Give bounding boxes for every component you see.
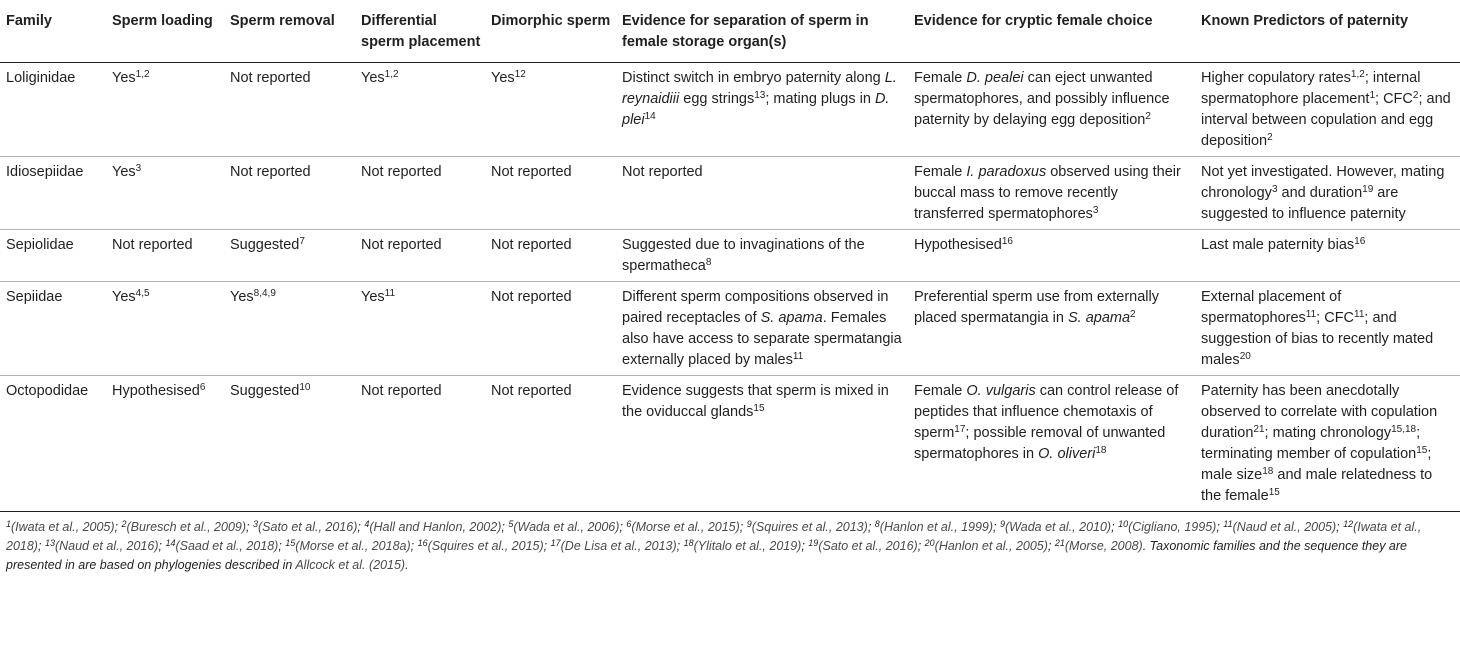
- text-segment: Yes: [230, 289, 254, 305]
- citation: (Squires et al., 2015): [427, 539, 544, 553]
- species-name: D. pealei: [966, 70, 1024, 86]
- cell-paternity-predictors: [1195, 63, 1460, 157]
- reference-superscript: 2: [121, 519, 127, 529]
- text-segment: ;: [1047, 539, 1055, 553]
- citation: (Saad et al., 2018): [175, 539, 279, 553]
- text-segment: ;: [246, 520, 253, 534]
- species-name: O. vulgaris: [966, 383, 1036, 399]
- text-segment: Yes: [112, 289, 136, 305]
- text-segment: Preferential sperm use from externally placed spermatangia in: [914, 289, 1159, 326]
- citation: (Sato et al., 2016): [258, 520, 358, 534]
- text-segment: ;: [801, 539, 809, 553]
- table-row: [0, 230, 1460, 282]
- text-segment: Yes: [361, 289, 385, 305]
- species-name: S. apama: [760, 310, 823, 326]
- text-segment: Different sperm compositions observed in paired receptacles of: [622, 289, 889, 326]
- header-paternity-predictors: Known Predictors of paternity: [1195, 0, 1460, 63]
- text-segment: and male relatedness to the female: [1201, 467, 1433, 504]
- reference-superscript: 14: [644, 111, 656, 122]
- text-segment: ;: [1216, 520, 1224, 534]
- reference-superscript: 1,2: [1350, 69, 1365, 80]
- cell-separation-evidence: [616, 157, 908, 230]
- reference-superscript: 1: [1369, 90, 1376, 101]
- reference-superscript: 9: [746, 519, 752, 529]
- cell-differential-placement: [355, 63, 485, 157]
- text-segment: Last male paternity bias: [1201, 237, 1355, 253]
- citation: (Hanlon et al., 2005): [934, 539, 1048, 553]
- reference-superscript: 5: [508, 519, 514, 529]
- table-row: [0, 376, 1460, 512]
- text-segment: ; CFC: [1316, 310, 1355, 326]
- cell-sperm-removal: [224, 376, 355, 512]
- reference-superscript: 18: [683, 538, 694, 548]
- text-segment: ; CFC: [1375, 91, 1413, 107]
- reference-superscript: 10: [1118, 519, 1129, 529]
- text-segment: Not yet investigated. However, mating chronology: [1201, 164, 1445, 201]
- text-segment: Not reported: [491, 237, 572, 253]
- cell-dimorphic-sperm: [485, 230, 616, 282]
- reference-superscript: 12: [1343, 519, 1354, 529]
- cell-paternity-predictors: [1195, 376, 1460, 512]
- text-segment: ;: [739, 520, 747, 534]
- text-segment: ;: [501, 520, 509, 534]
- reference-superscript: 3: [1271, 184, 1278, 195]
- reference-superscript: 16: [1001, 236, 1013, 247]
- reference-superscript: 11: [1223, 519, 1233, 529]
- reference-superscript: 21: [1253, 424, 1265, 435]
- species-name: L. reynaidiii: [622, 70, 897, 107]
- reference-superscript: 3: [135, 163, 142, 174]
- cell-sperm-loading: [106, 230, 224, 282]
- cell-sperm-loading: [106, 157, 224, 230]
- text-segment: ;: [114, 520, 122, 534]
- cell-family: Idiosepiidae: [0, 157, 106, 230]
- text-segment: Female: [914, 70, 967, 86]
- citation: (Morse, 2008): [1064, 539, 1143, 553]
- cell-separation-evidence: [616, 63, 908, 157]
- text-segment: ; and interval between copulation and egg deposition: [1201, 91, 1451, 149]
- reference-superscript: 20: [1239, 351, 1251, 362]
- table-row: [0, 157, 1460, 230]
- citation: (Morse et al., 2018a): [295, 539, 411, 553]
- species-name: I. paradoxus: [966, 164, 1047, 180]
- citation: (Ylitalo et al., 2019): [693, 539, 802, 553]
- cell-family: Sepiolidae: [0, 230, 106, 282]
- cell-paternity-predictors: [1195, 157, 1460, 230]
- citation: (Wada et al., 2006): [513, 520, 620, 534]
- text-segment: Not reported: [361, 237, 442, 253]
- reference-superscript: 3: [1092, 205, 1099, 216]
- reference-superscript: 2: [1145, 111, 1151, 122]
- cell-family: Loliginidae: [0, 63, 106, 157]
- text-segment: ;: [993, 520, 1000, 534]
- reference-superscript: 16: [1354, 236, 1366, 247]
- cell-family: Octopodidae: [0, 376, 106, 512]
- cell-separation-evidence: [616, 230, 908, 282]
- cell-cryptic-female-choice: [908, 230, 1195, 282]
- text-segment: ;: [1336, 520, 1344, 534]
- reference-superscript: 2: [1130, 309, 1136, 320]
- text-segment: egg strings: [679, 91, 755, 107]
- text-segment: Suggested: [230, 383, 300, 399]
- cell-cryptic-female-choice: [908, 282, 1195, 376]
- citation: (Sato et al., 2016): [818, 539, 918, 553]
- text-segment: Not reported: [230, 70, 311, 86]
- header-differential-placement: Differential sperm placement: [355, 0, 485, 63]
- reference-superscript: 11: [792, 351, 804, 362]
- reference-superscript: 11: [1354, 309, 1365, 320]
- reference-superscript: 17: [954, 424, 966, 435]
- text-segment: Female: [914, 164, 967, 180]
- reference-superscript: 20: [924, 538, 935, 548]
- text-segment: Not reported: [361, 383, 442, 399]
- text-segment: Hypothesised: [112, 383, 200, 399]
- header-sperm-loading: Sperm loading: [106, 0, 224, 63]
- text-segment: are suggested to influence paternity: [1201, 185, 1406, 222]
- cell-paternity-predictors: [1195, 282, 1460, 376]
- text-segment: ;: [357, 520, 365, 534]
- citation: (Hanlon et al., 1999): [879, 520, 994, 534]
- text-segment: can control release of peptides that influence chemotaxis of sperm: [914, 383, 1179, 441]
- reference-superscript: 15: [753, 403, 765, 414]
- text-segment: ;: [619, 520, 627, 534]
- citation: (Iwata et al., 2018): [6, 520, 1422, 553]
- cell-dimorphic-sperm: [485, 63, 616, 157]
- reference-superscript: 4,5: [135, 288, 150, 299]
- cell-separation-evidence: [616, 376, 908, 512]
- text-segment: Higher copulatory rates: [1201, 70, 1351, 86]
- text-segment: Yes: [112, 70, 136, 86]
- text-segment: Yes: [361, 70, 385, 86]
- cell-cryptic-female-choice: [908, 157, 1195, 230]
- citation: (Buresch et al., 2009): [126, 520, 247, 534]
- header-sperm-removal: Sperm removal: [224, 0, 355, 63]
- reference-superscript: 11: [384, 288, 396, 299]
- text-segment: Not reported: [491, 289, 572, 305]
- text-segment: ;: [1111, 520, 1119, 534]
- header-row: [0, 0, 1460, 63]
- reference-superscript: 19: [808, 538, 819, 548]
- reference-superscript: 18: [1095, 445, 1107, 456]
- reference-superscript: 2: [1412, 90, 1419, 101]
- cell-family: Sepiidae: [0, 282, 106, 376]
- cell-sperm-removal: [224, 230, 355, 282]
- text-segment: observed using their buccal mass to remove recently transferred spermatophores: [914, 164, 1181, 222]
- reference-superscript: 12: [514, 69, 526, 80]
- cell-sperm-loading: [106, 63, 224, 157]
- reference-superscript: 6: [199, 382, 206, 393]
- text-segment: ; internal spermatophore placement: [1201, 70, 1421, 107]
- text-segment: External placement of spermatophores: [1201, 289, 1342, 326]
- cell-differential-placement: [355, 376, 485, 512]
- citation: (Cigliano, 1995): [1128, 520, 1217, 534]
- header-dimorphic-sperm: Dimorphic sperm: [485, 0, 616, 63]
- text-segment: .: [405, 558, 409, 572]
- cell-cryptic-female-choice: [908, 376, 1195, 512]
- cell-sperm-removal: [224, 63, 355, 157]
- text-segment: Not reported: [361, 164, 442, 180]
- text-segment: Distinct switch in embryo paternity along: [622, 70, 885, 86]
- text-segment: ; possible removal of unwanted spermatophores in: [914, 425, 1166, 462]
- cell-differential-placement: [355, 157, 485, 230]
- reference-superscript: 13: [44, 538, 55, 548]
- citation: (Squires et al., 2013): [751, 520, 868, 534]
- text-segment: ;: [543, 539, 551, 553]
- cell-dimorphic-sperm: [485, 157, 616, 230]
- text-segment: can eject unwanted spermatophores, and possibly influence paternity by delaying egg deposition: [914, 70, 1170, 128]
- citation: (Hall and Hanlon, 2002): [369, 520, 502, 534]
- text-segment: ; terminating member of copulation: [1201, 425, 1421, 462]
- reference-superscript: 19: [1362, 184, 1374, 195]
- cell-sperm-loading: [106, 282, 224, 376]
- cell-dimorphic-sperm: [485, 376, 616, 512]
- text-segment: Female: [914, 383, 967, 399]
- reference-superscript: 15: [1416, 445, 1428, 456]
- text-segment: ;: [158, 539, 166, 553]
- species-name: D. plei: [622, 91, 890, 128]
- reference-superscript: 15: [1268, 487, 1280, 498]
- text-segment: Suggested: [230, 237, 300, 253]
- cell-sperm-loading: [106, 376, 224, 512]
- table-footnote: [0, 512, 1460, 575]
- text-segment: Yes: [112, 164, 136, 180]
- cell-dimorphic-sperm: [485, 282, 616, 376]
- text-segment: Yes: [491, 70, 515, 86]
- citation: (Iwata et al., 2005): [11, 520, 115, 534]
- text-segment: ; mating plugs in: [765, 91, 875, 107]
- reference-superscript: 11: [1305, 309, 1317, 320]
- reference-superscript: 14: [165, 538, 176, 548]
- reference-superscript: 1: [6, 519, 12, 529]
- text-segment: . Females also have access to separate spermatangia externally placed by males: [622, 310, 902, 368]
- text-segment: Hypothesised: [914, 237, 1002, 253]
- reference-superscript: 9: [1000, 519, 1006, 529]
- citation: (De Lisa et al., 2013): [560, 539, 677, 553]
- reference-superscript: 4: [364, 519, 370, 529]
- header-cryptic-female-choice: Evidence for cryptic female choice: [908, 0, 1195, 63]
- cell-sperm-removal: [224, 282, 355, 376]
- reference-superscript: 8,4,9: [253, 288, 276, 299]
- reference-superscript: 8: [874, 519, 880, 529]
- reference-superscript: 15: [285, 538, 296, 548]
- reference-superscript: 18: [1262, 466, 1274, 477]
- text-segment: Not reported: [491, 383, 572, 399]
- reference-superscript: 16: [417, 538, 428, 548]
- text-segment: ;: [37, 539, 45, 553]
- table-row: [0, 282, 1460, 376]
- cell-paternity-predictors: [1195, 230, 1460, 282]
- text-segment: ;: [917, 539, 925, 553]
- reference-superscript: 8: [705, 257, 712, 268]
- cell-cryptic-female-choice: [908, 63, 1195, 157]
- species-name: O. oliveri: [1038, 446, 1096, 462]
- reference-superscript: 2: [1267, 132, 1273, 143]
- text-segment: and duration: [1277, 185, 1363, 201]
- text-segment: Not reported: [112, 237, 193, 253]
- reference-superscript: 21: [1054, 538, 1065, 548]
- reference-superscript: 1,2: [135, 69, 150, 80]
- reference-superscript: 15,18: [1391, 424, 1417, 435]
- reference-superscript: 10: [299, 382, 311, 393]
- text-segment: Not reported: [622, 164, 703, 180]
- citation: (Naud et al., 2005): [1232, 520, 1337, 534]
- text-segment: Evidence suggests that sperm is mixed in the oviduccal glands: [622, 383, 889, 420]
- text-segment: . Taxonomic families and the sequence they are presented in are based on phylogenies described in: [6, 539, 1407, 572]
- species-name: S. apama: [1067, 310, 1131, 326]
- reference-superscript: 3: [252, 519, 258, 529]
- citation-link[interactable]: Allcock et al. (2015): [295, 558, 406, 572]
- text-segment: Not reported: [230, 164, 311, 180]
- reference-superscript: 17: [550, 538, 561, 548]
- header-family: Family: [0, 0, 106, 63]
- cell-sperm-removal: [224, 157, 355, 230]
- cell-separation-evidence: [616, 282, 908, 376]
- text-segment: Paternity has been anecdotally observed to correlate with copulation duration: [1201, 383, 1438, 441]
- text-segment: ;: [867, 520, 875, 534]
- citation: (Naud et al., 2016): [54, 539, 159, 553]
- text-segment: Not reported: [491, 164, 572, 180]
- cell-differential-placement: [355, 230, 485, 282]
- header-separation-evidence: Evidence for separation of sperm in female storage organ(s): [616, 0, 908, 63]
- text-segment: ;: [676, 539, 684, 553]
- citation: (Morse et al., 2015): [631, 520, 740, 534]
- reference-superscript: 6: [626, 519, 632, 529]
- text-segment: ; mating chronology: [1264, 425, 1392, 441]
- text-segment: ;: [410, 539, 418, 553]
- text-segment: ; and suggestion of bias to recently mated males: [1201, 310, 1434, 368]
- cell-differential-placement: [355, 282, 485, 376]
- reference-superscript: 13: [754, 90, 766, 101]
- text-segment: ;: [278, 539, 286, 553]
- reference-superscript: 1,2: [384, 69, 399, 80]
- reference-superscript: 7: [299, 236, 305, 247]
- citation: (Wada et al., 2010): [1005, 520, 1112, 534]
- text-segment: Suggested due to invaginations of the spermatheca: [622, 237, 865, 274]
- table-row: [0, 63, 1460, 157]
- text-segment: ; male size: [1201, 446, 1432, 483]
